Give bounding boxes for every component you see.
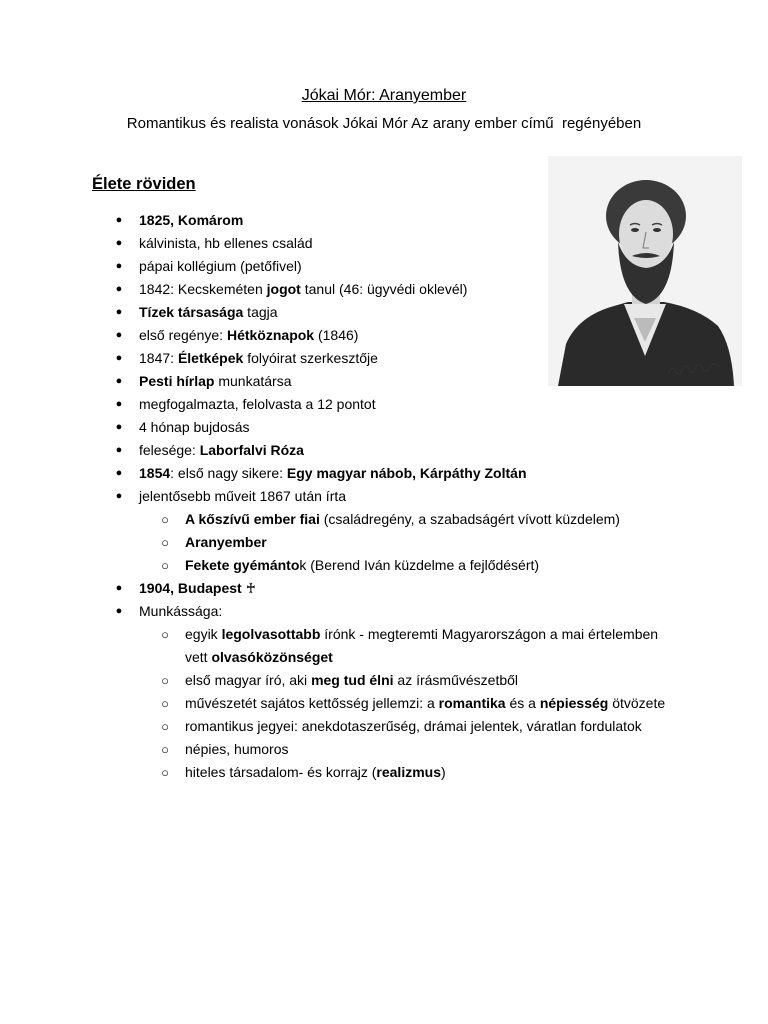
bold-run: jogot <box>266 281 301 297</box>
list-item <box>0 646 768 669</box>
text-run: hiteles társadalom- és korrajz ( <box>185 764 377 780</box>
text-run: munkatársa <box>214 373 292 389</box>
list-item <box>0 347 768 370</box>
list-item <box>0 531 768 554</box>
list-item <box>0 370 768 393</box>
bullet-dot-icon: ● <box>115 467 123 479</box>
bold-run: 1825, Komárom <box>139 212 244 228</box>
text-run: és a <box>505 695 540 711</box>
bullet-dot-icon: ● <box>115 260 123 272</box>
bullet-circle-icon: ○ <box>161 627 169 642</box>
bullet-circle-icon: ○ <box>161 765 169 780</box>
document-subtitle: Romantikus és realista vonások Jókai Mór Az arany ember című regényében <box>126 115 642 132</box>
list-item <box>0 324 768 347</box>
list-item <box>0 209 768 232</box>
text-run: vett <box>185 649 212 665</box>
bullet-list <box>0 209 768 784</box>
bold-run: romantika <box>438 695 506 711</box>
list-item <box>0 715 768 738</box>
list-item <box>0 738 768 761</box>
list-item <box>0 232 768 255</box>
list-item-text <box>139 600 222 623</box>
text-run: kálvinista, hb ellenes család <box>139 235 313 251</box>
list-item <box>0 393 768 416</box>
text-run: az írásművészetből <box>393 672 519 688</box>
text-run: megfogalmazta, felolvasta a 12 pontot <box>139 396 376 412</box>
bold-run: Tízek társasága <box>139 304 244 320</box>
text-run: jelentősebb műveit 1867 után írta <box>139 488 347 504</box>
list-item-text <box>185 738 289 761</box>
list-item <box>0 761 768 784</box>
bold-run: Egy magyar nábob, Kárpáthy Zoltán <box>286 465 527 481</box>
list-item-text <box>139 416 250 439</box>
bold-run: Aranyember <box>185 534 267 550</box>
bullet-circle-icon: ○ <box>161 696 169 711</box>
list-item <box>0 416 768 439</box>
bullet-dot-icon: ● <box>115 352 123 364</box>
list-item-text <box>139 278 467 301</box>
list-item-text <box>185 669 518 692</box>
text-run: egyik <box>185 626 222 642</box>
text-run: 1842: Kecskeméten <box>139 281 267 297</box>
bold-run: Laborfalvi Róza <box>199 442 304 458</box>
list-item <box>0 485 768 508</box>
text-run: első regénye: <box>139 327 227 343</box>
list-item <box>0 301 768 324</box>
bullet-dot-icon: ● <box>115 306 123 318</box>
bullet-circle-icon: ○ <box>161 512 169 527</box>
text-run: tagja <box>243 304 278 320</box>
bullet-circle-icon: ○ <box>161 558 169 573</box>
text-run: k (Berend Iván küzdelme a fejlődésért) <box>299 557 540 573</box>
bullet-dot-icon: ● <box>115 329 123 341</box>
bullet-dot-icon: ● <box>115 375 123 387</box>
section-heading: Élete röviden <box>92 175 196 193</box>
list-item <box>0 600 768 623</box>
bullet-circle-icon: ○ <box>161 742 169 757</box>
list-item <box>0 669 768 692</box>
bullet-dot-icon: ● <box>115 398 123 410</box>
text-run: romantikus jegyei: anekdotaszerűség, drámai jelentek, váratlan fordulatok <box>185 718 642 734</box>
list-item-text <box>139 209 243 232</box>
bullet-dot-icon: ● <box>115 444 123 456</box>
text-run: tanul (46: ügyvédi oklevél) <box>300 281 468 297</box>
text-run: ) <box>441 764 446 780</box>
list-item-text <box>139 301 278 324</box>
text-run: ötvözete <box>608 695 666 711</box>
bullet-dot-icon: ● <box>115 421 123 433</box>
list-item-text <box>139 255 302 278</box>
list-item-text <box>139 485 346 508</box>
bold-run: Hétköznapok <box>226 327 315 343</box>
bold-run: 1854 <box>139 465 171 481</box>
list-item-text <box>139 347 378 370</box>
bullet-dot-icon: ● <box>115 214 123 226</box>
bullet-circle-icon: ○ <box>161 719 169 734</box>
bold-run: 1904, Budapest <box>139 580 242 596</box>
list-item-text <box>185 531 267 554</box>
text-run: első magyar író, aki <box>185 672 312 688</box>
bullet-circle-icon: ○ <box>161 673 169 688</box>
bold-run: Életképek <box>177 350 244 366</box>
list-item <box>0 623 768 646</box>
bold-run: legolvasottabb <box>221 626 321 642</box>
list-item <box>0 439 768 462</box>
list-item-text <box>185 623 658 646</box>
list-item-text <box>139 393 376 416</box>
list-item <box>0 255 768 278</box>
bullet-dot-icon: ● <box>115 490 123 502</box>
text-run: folyóirat szerkesztője <box>243 350 378 366</box>
list-item <box>0 508 768 531</box>
bold-run: népiesség <box>539 695 609 711</box>
list-item-text <box>185 715 642 738</box>
text-run: 4 hónap bujdosás <box>139 419 250 435</box>
list-item-text <box>185 692 665 715</box>
text-run: felesége: <box>139 442 200 458</box>
list-item <box>0 554 768 577</box>
text-run: : első nagy sikere: <box>170 465 287 481</box>
bold-run: olvasóközönséget <box>211 649 333 665</box>
text-run: 1847: <box>139 350 178 366</box>
bullet-circle-icon: ○ <box>161 535 169 550</box>
list-item-text <box>139 577 256 600</box>
bold-run: Fekete gyémánto <box>185 557 300 573</box>
bullet-dot-icon: ● <box>115 237 123 249</box>
text-run: (családregény, a szabadságért vívott küzdelem) <box>319 511 620 527</box>
bold-run: A kőszívű ember fiai <box>185 511 320 527</box>
bullet-dot-icon: ● <box>115 283 123 295</box>
list-item-text <box>139 324 358 347</box>
list-item-text <box>139 232 313 255</box>
text-run: (1846) <box>314 327 359 343</box>
list-item <box>0 462 768 485</box>
text-run: művészetét sajátos kettősség jellemzi: a <box>185 695 439 711</box>
list-item-text <box>139 370 292 393</box>
list-item-text <box>185 646 333 669</box>
list-item-text <box>185 554 539 577</box>
list-item-text <box>185 761 446 784</box>
bold-run: Pesti hírlap <box>139 373 215 389</box>
list-item-text <box>139 462 527 485</box>
document-title: Jókai Mór: Aranyember <box>301 87 467 104</box>
list-item-text <box>139 439 304 462</box>
list-item <box>0 577 768 600</box>
text-run: pápai kollégium (petőfivel) <box>139 258 302 274</box>
bullet-dot-icon: ● <box>115 582 123 594</box>
bullet-dot-icon: ● <box>115 605 123 617</box>
list-item-text <box>185 508 620 531</box>
bold-run: meg tud élni <box>311 672 394 688</box>
list-item <box>0 278 768 301</box>
text-run: ♰ <box>241 580 257 596</box>
list-item <box>0 692 768 715</box>
text-run: népies, humoros <box>185 741 289 757</box>
bold-run: realizmus <box>376 764 441 780</box>
text-run: írónk - megteremti Magyarországon a mai értelemben <box>320 626 659 642</box>
text-run: Munkássága: <box>139 603 223 619</box>
